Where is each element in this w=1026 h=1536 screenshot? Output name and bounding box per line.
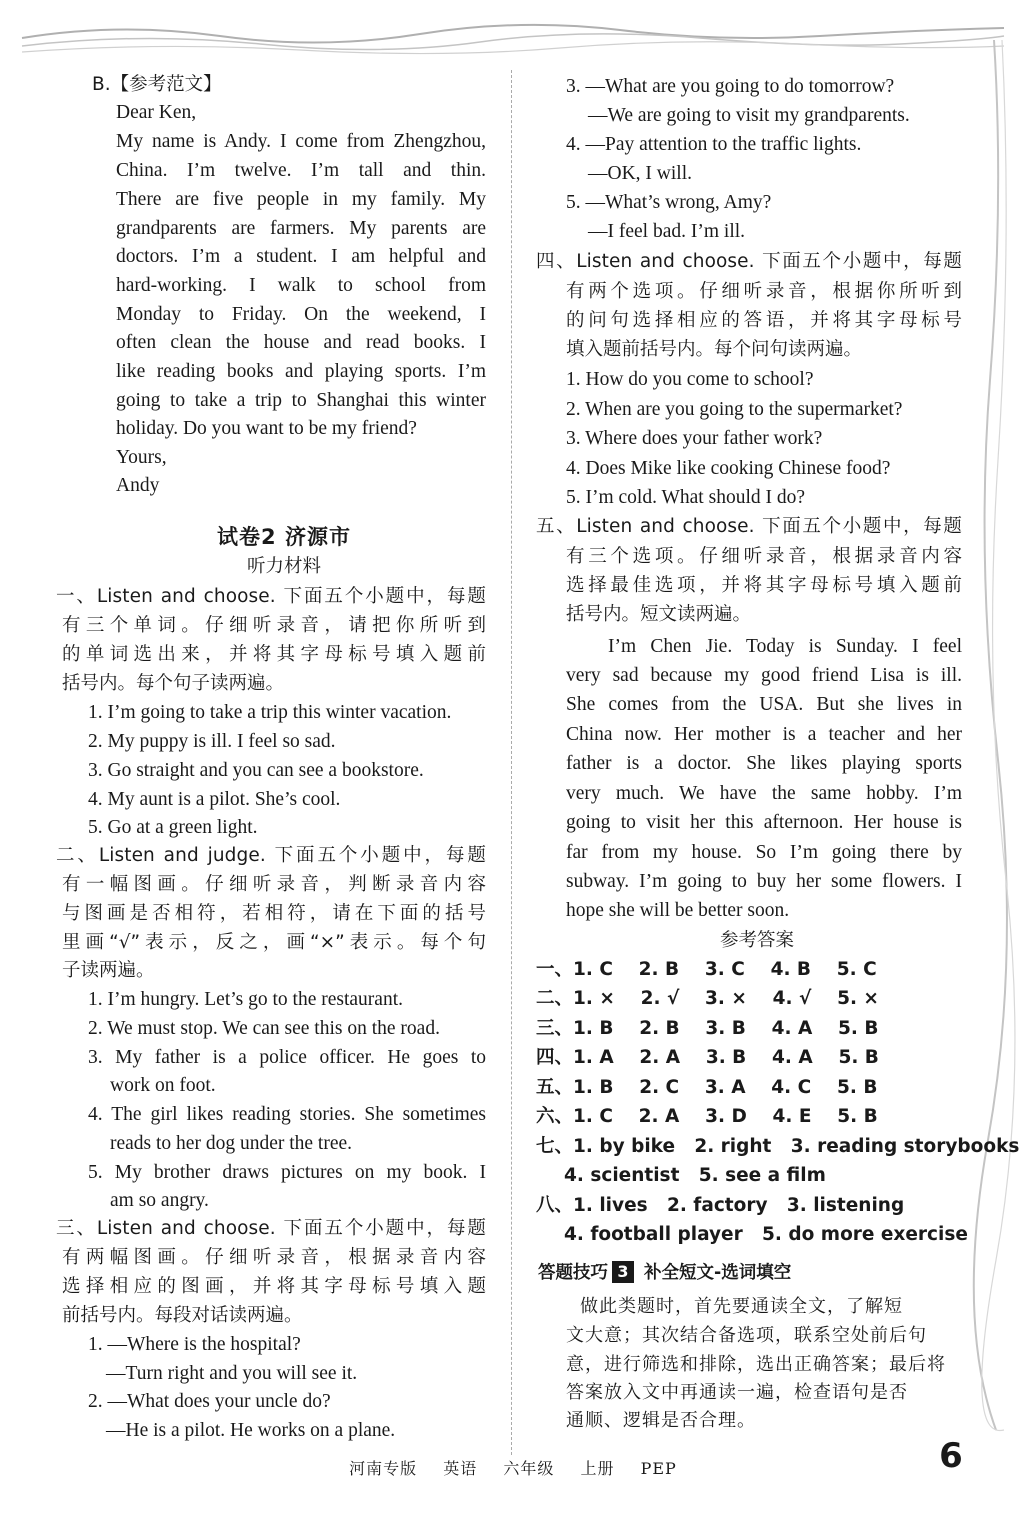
footer-series: PEP (640, 1459, 677, 1478)
tip-body-line: 意，进行筛选和排除，选出正确答案；最后将 (566, 1354, 946, 1375)
tip-body-line: 答案放入文中再通读一遍，检查语句是否 (566, 1382, 908, 1403)
essay-label: B.【参考范文】 (92, 74, 222, 95)
essay-line: grandparents are farmers. My parents are (116, 218, 486, 239)
section-3-item: —OK, I will. (588, 163, 692, 184)
section-1-instruction: 的单词选出来，并将其字母标号填入题前 (62, 644, 486, 665)
section-4-item: 1. How do you come to school? (566, 369, 814, 390)
section-2-item: work on foot. (110, 1075, 216, 1096)
section-4-item: 2. When are you going to the supermarket? (566, 399, 903, 420)
essay-line: doctors. I’m a student. I am helpful and (116, 246, 486, 267)
section-4-instruction: 有两个选项。仔细听录音，根据你所听到 (566, 281, 962, 302)
passage-line: going to visit her this afternoon. Her house is (566, 812, 962, 833)
essay-line: Monday to Friday. On the weekend, I (116, 304, 486, 325)
answer-row: 五、1. B 2. C 3. A 4. C 5. B (536, 1077, 878, 1098)
section-3-instruction: 前括号内。每段对话读两遍。 (62, 1305, 303, 1326)
section-3-instruction: 选择相应的图画，并将其字母标号填入题 (62, 1276, 486, 1297)
section-2-instruction: 子读两遍。 (62, 960, 155, 981)
listening-title: 听力材料 (246, 556, 321, 577)
answer-row: 三、1. B 2. B 3. B 4. A 5. B (536, 1018, 879, 1039)
section-3-item: 2. —What does your uncle do? (88, 1391, 331, 1412)
column-divider (511, 70, 512, 1455)
section-1-instruction: 括号内。每个句子读两遍。 (62, 673, 285, 694)
footer-edition: 河南专版 (349, 1459, 418, 1478)
answer-row: 六、1. C 2. A 3. D 4. E 5. B (536, 1106, 878, 1127)
section-4-item: 4. Does Mike like cooking Chinese food? (566, 458, 891, 479)
tip-label: 答题技巧 (538, 1263, 608, 1283)
passage-line: subway. I’m going to buy her some flowers. I (566, 871, 962, 892)
section-4-instruction: 四、Listen and choose. 下面五个小题中，每题 (536, 251, 962, 272)
tip-body-line: 文大意；其次结合备选项，联系空处前后句 (566, 1325, 927, 1346)
section-2-item: 3. My father is a police officer. He goes to (88, 1047, 486, 1068)
answer-row: 一、1. C 2. B 3. C 4. B 5. C (536, 959, 877, 980)
footer-volume: 上册 (580, 1459, 615, 1478)
tip-body-line: 做此类题时，首先要通读全文，了解短 (580, 1296, 903, 1317)
essay-line: China. I’m twelve. I’m tall and thin. (116, 160, 486, 181)
passage-line: father is a doctor. She likes playing sports (566, 753, 962, 774)
section-3-instruction: 有两幅图画。仔细听录音，根据录音内容 (62, 1247, 486, 1268)
section-5-instruction: 括号内。短文读两遍。 (566, 604, 752, 625)
section-2-instruction: 有一幅图画。仔细听录音，判断录音内容 (62, 874, 486, 895)
section-2-item: reads to her dog under the tree. (110, 1133, 353, 1154)
answers-title: 参考答案 (719, 930, 794, 951)
essay-line: often clean the house and read books. I (116, 332, 486, 353)
tip-title: 补全短文-选词填空 (644, 1263, 792, 1283)
passage-line: far from my house. So I’m going there by (566, 842, 962, 863)
answer-row: 四、1. A 2. A 3. B 4. A 5. B (536, 1047, 879, 1068)
tip-body-line: 通顺、逻辑是否合理。 (566, 1410, 756, 1431)
answer-row: 4. football player 5. do more exercise (564, 1224, 968, 1245)
section-2-item: 1. I’m hungry. Let’s go to the restaurant. (88, 989, 403, 1010)
section-5-instruction: 选择最佳选项，并将其字母标号填入题前 (566, 575, 962, 596)
section-3-instruction: 三、Listen and choose. 下面五个小题中，每题 (56, 1218, 486, 1239)
essay-line: going to take a trip to Shanghai this winter (116, 390, 486, 411)
section-3-item: 3. —What are you going to do tomorrow? (566, 76, 895, 97)
tip-number-badge: 3 (612, 1261, 634, 1283)
page-footer (0, 1456, 1026, 1479)
passage-line: very sad because my good friend Lisa is ill. (566, 665, 962, 686)
answer-row: 二、1. × 2. √ 3. × 4. √ 5. × (536, 988, 879, 1009)
passage-line: very much. We have the same hobby. I’m (566, 783, 962, 804)
section-2-item: 2. We must stop. We can see this on the road. (88, 1018, 440, 1039)
essay-line: My name is Andy. I come from Zhengzhou, (116, 131, 486, 152)
tip-header (538, 1259, 791, 1287)
essay-line: like reading books and playing sports. I’m (116, 361, 486, 382)
section-5-instruction: 有三个选项。仔细听录音，根据录音内容 (566, 546, 962, 567)
section-2-instruction: 与图画是否相符，若相符，请在下面的括号 (62, 903, 486, 924)
passage-line: hope she will be better soon. (566, 900, 790, 921)
section-1-instruction: 一、Listen and choose. 下面五个小题中，每题 (56, 586, 486, 607)
section-1-item: 5. Go at a green light. (88, 817, 258, 838)
section-3-item: 4. —Pay attention to the traffic lights. (566, 134, 862, 155)
section-1-item: 1. I’m going to take a trip this winter vacation. (88, 702, 452, 723)
section-3-item: 5. —What’s wrong, Amy? (566, 192, 772, 213)
answer-row: 八、1. lives 2. factory 3. listening (536, 1195, 905, 1216)
section-3-item: —We are going to visit my grandparents. (588, 105, 910, 126)
section-2-item: am so angry. (110, 1190, 209, 1211)
section-1-item: 3. Go straight and you can see a bookstore. (88, 760, 424, 781)
passage-line: She comes from the USA. But she lives in (566, 694, 962, 715)
section-2-item: 4. The girl likes reading stories. She sometimes (88, 1104, 486, 1125)
section-2-instruction: 里画“√”表示，反之，画“×”表示。每个句 (62, 932, 486, 953)
answer-row: 4. scientist 5. see a film (564, 1165, 826, 1186)
section-1-instruction: 有三个单词。仔细听录音，请把你所听到 (62, 615, 486, 636)
essay-line: There are five people in my family. My (116, 189, 486, 210)
essay-closing: Yours, (116, 447, 167, 468)
essay-greeting: Dear Ken, (116, 102, 197, 123)
section-3-item: —He is a pilot. He works on a plane. (106, 1420, 396, 1441)
essay-line: holiday. Do you want to be my friend? (116, 418, 417, 439)
answer-row: 七、1. by bike 2. right 3. reading storybooks (536, 1136, 1020, 1157)
section-3-item: —Turn right and you will see it. (106, 1363, 358, 1384)
paper-title: 试卷2 济源市 (217, 525, 351, 549)
footer-grade: 六年级 (503, 1459, 555, 1478)
passage-line: I’m Chen Jie. Today is Sunday. I feel (608, 636, 962, 657)
page-number: 6 (939, 1436, 963, 1476)
essay-line: hard-working. I walk to school from (116, 275, 486, 296)
section-3-item: 1. —Where is the hospital? (88, 1334, 301, 1355)
section-4-instruction: 填入题前括号内。每个问句读两遍。 (566, 339, 863, 360)
footer-subject: 英语 (443, 1459, 478, 1478)
passage-line: China now. Her mother is a teacher and her (566, 724, 962, 745)
section-1-item: 4. My aunt is a pilot. She’s cool. (88, 789, 341, 810)
essay-signature: Andy (116, 475, 160, 496)
section-4-item: 3. Where does your father work? (566, 428, 823, 449)
section-2-instruction: 二、Listen and judge. 下面五个小题中，每题 (56, 845, 486, 866)
section-4-item: 5. I’m cold. What should I do? (566, 487, 806, 508)
section-4-instruction: 的问句选择相应的答语，并将其字母标号 (566, 310, 962, 331)
section-2-item: 5. My brother draws pictures on my book. I (88, 1162, 486, 1183)
section-5-instruction: 五、Listen and choose. 下面五个小题中，每题 (536, 516, 962, 537)
section-1-item: 2. My puppy is ill. I feel so sad. (88, 731, 336, 752)
section-3-item: —I feel bad. I’m ill. (588, 221, 746, 242)
